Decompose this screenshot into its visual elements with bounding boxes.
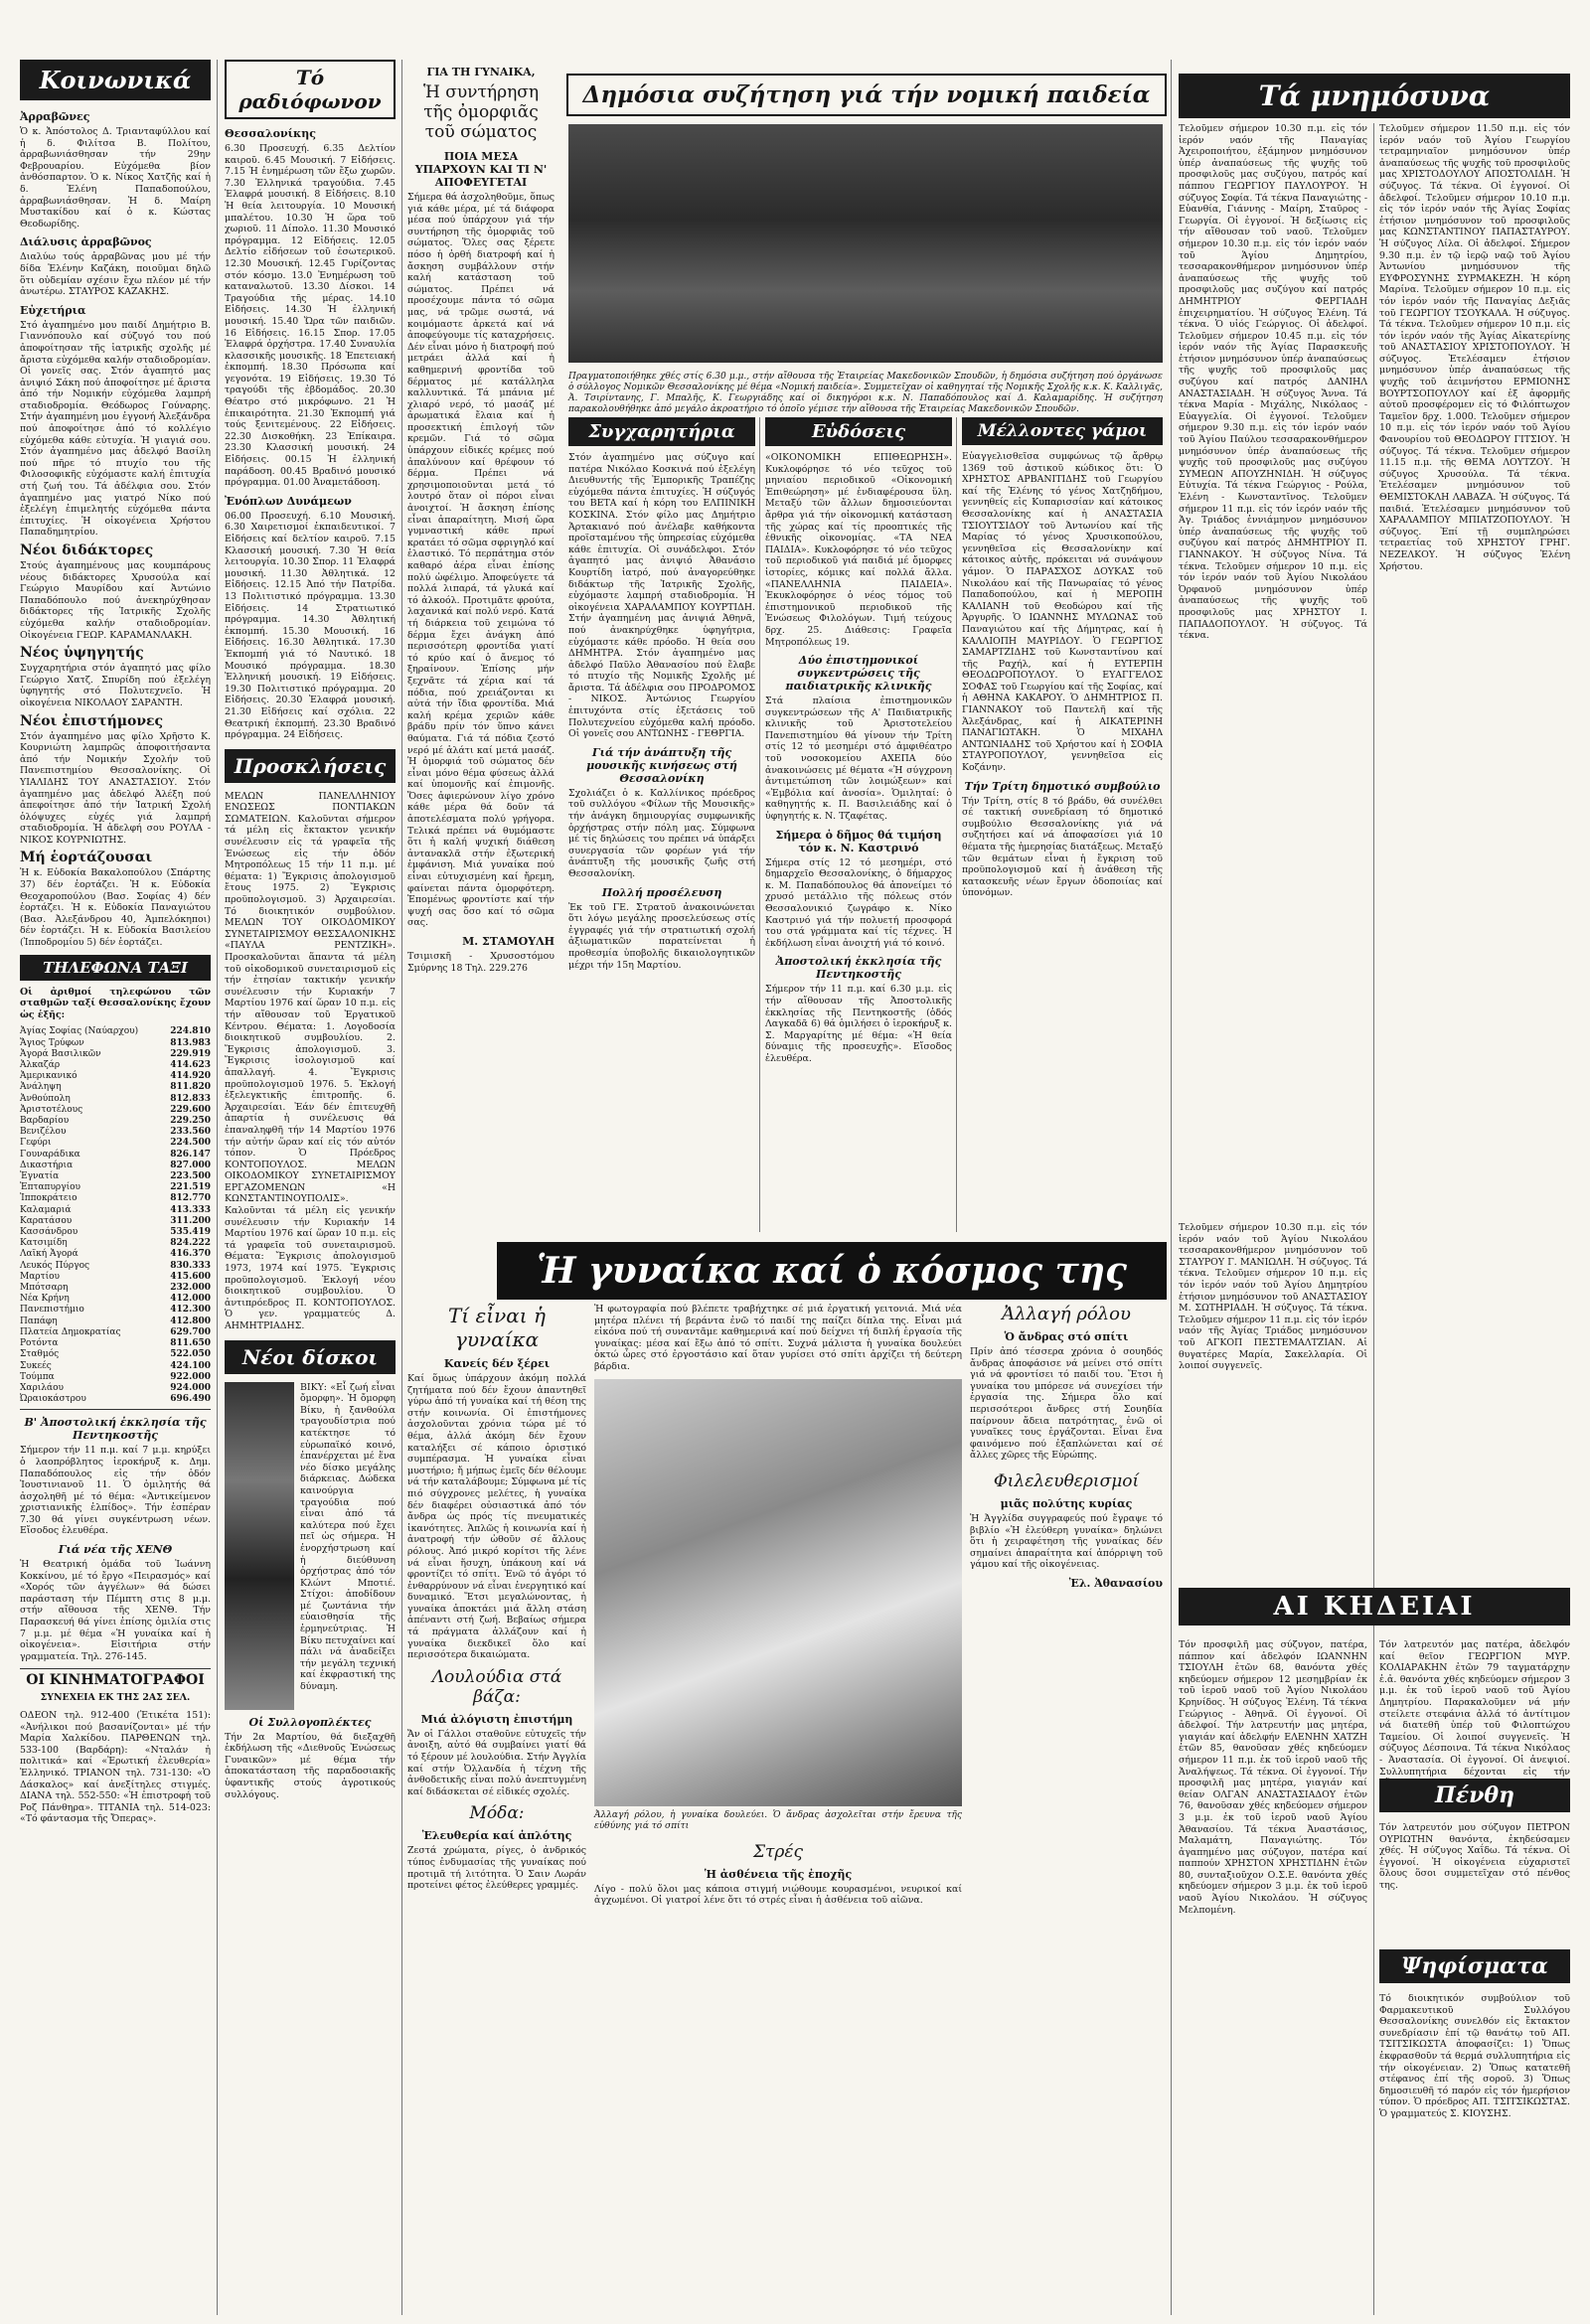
photo-woman-cleaning — [594, 1379, 962, 1806]
taxi-phone-number: 813.983 — [170, 1037, 211, 1048]
taxi-row — [20, 1317, 211, 1327]
taxi-phone-number: 311.200 — [170, 1215, 211, 1226]
taxi-phone-number: 924.000 — [170, 1382, 211, 1393]
text-beauty: Σήμερα θά ἀσχοληθοῦμε, ὅπως γιά κάθε μέρα, μέ τά διάφορα μέσα πού ὑπάρχουν γιά τήν συντήρηση τῆς ὀμορφιᾶς τοῦ σώματος. Ὅλες σας ξέρετε πόσο ἡ ὀρθή διατροφή καί ἡ ἄσκηση συμβάλλουν στήν καλή κατάσταση τοῦ σώματος. Πρέπει νά προσέχουμε πάντα τό σῶμα μας, νά τρῶμε σωστά, νά κοιμόμαστε ἀρκετά καί νά ἀποφεύγουμε τίς καταχρήσεις. Δέν εἶναι μόνο ἡ διατροφή πού μετράει ἀλλά καί ἡ καθημερινή φροντίδα τοῦ δέρματος μέ κατάλληλα καλλυντικά. Τά μπάνια μέ χλιαρό νερό, τό μασάζ μέ ἀρωματικά ἔλαια καί ἡ προσεκτική ἐπιλογή τῶν κρεμῶν. Γιά τό σῶμα ὑπάρχουν εἰδικές κρέμες πού ἀπαλύνουν καί θρέφουν τό δέρμα. Πρέπει νά χρησιμοποιοῦνται μετά τό λουτρό ὅταν οἱ πόροι εἶναι ἀνοιχτοί. Ἡ ἄσκηση ἐπίσης εἶναι ἀπαραίτητη. Μισή ὥρα γυμναστική κάθε πρωί κρατάει τό σῶμα σφριγηλό καί ἐλαστικό. Τό περπάτημα στόν καθαρό ἀέρα εἶναι ἐπίσης πολύ ὠφέλιμο. Ἀποφεύγετε τά πολλά λιπαρά, τά γλυκά καί τό ἀλκοόλ. Προτιμᾶτε φρούτα, λαχανικά καί πολύ νερό. Κατά τή διάρκεια τοῦ χειμώνα τό δέρμα ἔχει ἀνάγκη ἀπό περισσότερη φροντίδα γιατί τό κρύο καί ὁ ἄνεμος τό ξηραίνουν. Ἐπίσης μήν ξεχνᾶτε τά χέρια καί τά πόδια, πού χρειάζονται κι αὐτά τήν ἴδια φροντίδα. Μιά καλή κρέμα χεριῶν κάθε βράδυ πρίν τόν ὕπνο κάνει θαύματα. Γιά τά πόδια ζεστό νερό μέ ἁλάτι καί μετά μασάζ. Ἡ ὀμορφιά τοῦ σώματος δέν εἶναι μόνο θέμα φύσεως ἀλλά καί ὑπομονῆς καί ἐπιμονῆς. Ὅσες ἀφιερώνουν λίγο χρόνο κάθε μέρα θά δοῦν τά ἀποτελέσματα πολύ γρήγορα. Τελικά πρέπει νά θυμόμαστε ὅτι ἡ καλή ψυχική διάθεση ἀντανακλᾶ στήν ἐξωτερική ἐμφάνιση. Μιά γυναίκα πού εἶναι εὐτυχισμένη καί ἤρεμη, φαίνεται πάντα ὀμορφότερη. Ἑπομένως φροντίστε καί τήν ψυχή σας ὅσο καί τό σῶμα σας. — [407, 192, 555, 929]
taxi-row — [20, 1127, 211, 1138]
taxi-station-name: Κασσάνδρου — [20, 1227, 79, 1238]
taxi-row — [20, 1071, 211, 1082]
text-dialysis: Διαλύω τούς ἀρραβῶνας μου μέ τήν δίδα Ἑλένην Καζάκη, ποιοῦμαι δηλῶ ὅτι οὐδεμίαν σχέσιν ἔχω πλέον μέ τήν ἀνωτέρω. ΣΤΑΥΡΟΣ ΚΑΖΑΚΗΣ. — [20, 251, 211, 298]
text-ti-einai: Καί ὅμως ὑπάρχουν ἀκόμη πολλά ζητήματα πού δέν ἔχουν ἀπαντηθεῖ γύρω ἀπό τή γυναίκα καί τή θέση της στήν κοινωνία. Οἱ ἐπιστήμονες ἀσχολοῦνται χρόνια τώρα μέ τό θέμα, ἀλλά ἀκόμη δέν ἔχουν καταλήξει σέ κάποιο ὁριστικό συμπέρασμα. Ἡ γυναίκα εἶναι μυστήριο; ἤ μήπως ἐμεῖς δέν θέλουμε νά τήν καταλάβουμε; Σύμφωνα μέ τίς πιό σύγχρονες μελέτες, ἡ γυναίκα δέν διαφέρει οὐσιαστικά ἀπό τόν ἄνδρα ὡς πρός τίς πνευματικές ἱκανότητες. Ἁπλῶς ἡ κοινωνία καί ἡ ἀνατροφή τήν ὠθοῦν σέ ἄλλους ρόλους. Ἀπό μικρό κορίτσι τῆς λένε νά εἶναι ἥσυχη, ὑπάκουη καί νά φροντίζει τό σπίτι. Ἐνῶ τό ἀγόρι τό ἐνθαρρύνουν νά εἶναι ἐνεργητικό καί δυναμικό. Ἔτσι μεγαλώνοντας, ἡ γυναίκα ἀποκτάει μιά ἄλλη στάση ἀπέναντι στή ζωή. Βεβαίως σήμερα τά πράγματα ἀλλάζουν καί ἡ γυναίκα διεκδικεῖ ὅλο καί περισσότερα δικαιώματα. — [407, 1373, 587, 1661]
taxi-station-name: Ἀγίας Σοφίας (Ναύαρχου) — [20, 1026, 139, 1037]
taxi-phone-number: 812.770 — [170, 1193, 211, 1204]
section-banner-neoi-diskoi: Νέοι δίσκοι — [225, 1340, 396, 1374]
taxi-phone-number: 830.333 — [170, 1260, 211, 1271]
signature-athanasiou: Ἐλ. Ἀθανασίου — [1068, 1576, 1163, 1590]
section-banner-mnimosyna: Τά μνημόσυνα — [1179, 74, 1570, 118]
taxi-phone-list — [20, 1026, 211, 1405]
section-banner-tilefona: ΤΗΛΕΦΩΝΑ ΤΑΞΙ — [20, 955, 211, 981]
text-eortazousai: Ἡ κ. Εὐδοκία Βακαλοπούλου (Σπάρτης 37) δέν ἑορτάζει. Ἡ κ. Εὐδοκία Θεοχαροπούλου (Βασ. Σοφίας 4) δέν ἑορτάζει. Ἡ κ. Εὐδοκία Παναγιώτου (Βασ. Ἀλεξάνδρου 40, Ἀμπελόκηποι) δέν ἑορτάζει. Ἡ κ. Εὐδοκία Βασιλείου (Ἰπποδρομίου 5) δέν ἑορτάζει. — [20, 867, 211, 949]
taxi-station-name: Ἀριστοτέλους — [20, 1104, 83, 1115]
column-social — [20, 60, 211, 2315]
section-banner-kideies: ΑΙ ΚΗΔΕΙΑΙ — [1179, 1588, 1570, 1626]
taxi-row — [20, 1193, 211, 1204]
taxi-phone-number: 224.500 — [170, 1138, 211, 1149]
text-syllektes: Τήν 2α Μαρτίου, θά διεξαχθῆ ἐκδήλωση τῆς «Διεθνοῦς Ἐνώσεως Γυναικῶν» μέ θέμα τήν ἀποκατάσταση τῆς παραδοσιακῆς ὑφαντικῆς στούς ἀγροτικούς συλλόγους. — [225, 1731, 396, 1800]
subheading-louloudia: Μιά ἀλόγιστη ἐπιστήμη — [420, 1712, 573, 1726]
section-banner-radiofono: Τό ραδιόφωνον — [225, 60, 396, 119]
taxi-station-name: Παπάφη — [20, 1316, 58, 1326]
headline-dimosia-syzitisi: Δημόσια συζήτηση γιά τήν νομική παιδεία — [566, 74, 1167, 116]
taxi-phone-number: 414.920 — [170, 1071, 211, 1082]
taxi-row — [20, 1205, 211, 1216]
taxi-row — [20, 1060, 211, 1071]
heading-allagi: Ἀλλαγή ρόλου — [1002, 1304, 1131, 1324]
text-eidiseis: «ΟΙΚΟΝΟΜΙΚΗ ΕΠΙΘΕΩΡΗΣΗ». Κυκλοφόρησε τό νέο τεῦχος τοῦ μηνιαίου περιοδικοῦ «Οἰκονομική Ἐπιθεώρηση» μέ ἐνδιαφέρουσα ὕλη. Μεταξύ τῶν ἄλλων δημοσιεύονται ἄρθρα γιά τήν οἰκονομική κατάσταση τῆς χώρας καί τίς προοπτικές τῆς ἐθνικῆς οἰκονομίας. «ΤΑ ΝΕΑ ΠΑΙΔΙΑ». Κυκλοφόρησε τό νέο τεῦχος τοῦ περιοδικοῦ γιά παιδιά μέ ὄμορφες ἱστορίες, κόμικς καί πολλά ἄλλα. «ΠΑΝΕΛΛΗΝΙΑ ΠΑΙΔΕΙΑ». Ἐκυκλοφόρησε ὁ νέος τόμος τοῦ ἐπιστημονικοῦ περιοδικοῦ τῆς Ἑνώσεως Φιλολόγων. Τιμή τεύχους δρχ. 25. Διάθεσις: Γραφεῖα Μητροπόλεως 19. — [765, 452, 952, 648]
column-women-photo — [594, 1304, 962, 2315]
taxi-row — [20, 1171, 211, 1182]
section-banner-proklisis: Προσκλήσεις — [225, 749, 396, 783]
record-photo — [225, 1382, 294, 1710]
taxi-row — [20, 1238, 211, 1249]
heading-xen: Γιά νέα τῆς ΧΕΝΘ — [58, 1543, 173, 1557]
taxi-row — [20, 1327, 211, 1338]
taxi-station-name: Ἀγορά Βασιλικῶν — [20, 1048, 101, 1059]
heading-triti: Τήν Τρίτη δημοτικό συμβούλιο — [964, 779, 1161, 793]
taxi-row — [20, 1082, 211, 1093]
heading-moda: Μόδα: — [469, 1803, 525, 1824]
taxi-station-name: Βενιζέλου — [20, 1127, 67, 1138]
heading-arrabones: Ἀρραβῶνες — [20, 110, 90, 123]
section-banner-penthi: Πένθη — [1379, 1779, 1570, 1812]
heading-neoi-epistimones: Νέοι ἐπιστήμονες — [20, 712, 164, 729]
text-mousiki: Σχολιάζει ὁ κ. Καλλίνικος πρόεδρος τοῦ συλλόγου «Φίλων τῆς Μουσικῆς» τήν ἀνάγκη δημιουργίας συμφωνικῆς ὀρχήστρας στήν πόλη μας. Σύμφωνα μέ τίς δηλώσεις του πρέπει νά ὑπάρξει συνεργασία τῶν φορέων γιά τήν ἀνάπτυξη τῆς μουσικῆς ζωῆς στή Θεσσαλονίκη. — [568, 787, 755, 879]
taxi-row — [20, 1026, 211, 1037]
taxi-station-name: Γεφύρι — [20, 1138, 52, 1149]
taxi-row — [20, 1394, 211, 1405]
taxi-station-name: Κατσιμίδη — [20, 1238, 68, 1249]
taxi-phone-number: 827.000 — [170, 1160, 211, 1170]
heading-mousiki: Γιά τήν ἀνάπτυξη τῆς μουσικῆς κινήσεως στή Θεσσαλονίκη — [586, 745, 737, 785]
column-kideies-b — [1379, 1639, 1570, 1778]
subheading-stres: Ἡ ἀσθένεια τῆς ἐποχῆς — [704, 1867, 853, 1881]
taxi-station-name: Καρατάσου — [20, 1215, 73, 1226]
text-eyxetiria: Στό ἀγαπημένο μου παιδί Δημήτριο Β. Γιαννόπουλο καί σύζυγό του πού ἀποφοίτησαν τῆς ἰατρικῆς σχολῆς μέ ἄριστα εὐχόμεθα καλήν σταδιοδρομίαν. Οἱ γονεῖς σας. Στόν ἀγαπητό μας ἀνιψιό Σάκη πού ἀποφοίτησε μέ ἄριστα ἀπό τήν Νομικήν εὐχόμεθα λαμπρή σταδιοδρομία. Θεόδωρος Γούναρης. Στήν ἀγαπημένη μου ἐγγονή Ἀλεξάνδρα πού ἀποφοίτησε ἀπό τό κολλέγιο εὐχόμεθα κάθε εὐτυχία. Ἡ γιαγιά σου. Στόν ἀγαπημένο μας ἀδελφό Βασίλη πού πῆρε τό πτυχίο του τῆς Φιλοσοφικῆς εὐχόμαστε καλή ἐπιτυχία στή ζωή του. Τά ἀδέλφια σου. Στόν ἀγαπημένο μας γιατρό Νίκο πού ἐξελέγη ἐπιμελητής εὐχόμεθα πάντα ἐπιτυχίες. Ἡ οἰκογένεια Χρήστου Παπαδημητρίου. — [20, 319, 211, 539]
taxi-station-name: Λαϊκή Ἀγορά — [20, 1249, 79, 1260]
text-stres: Λίγο - πολύ ὅλοι μας κάποια στιγμή νιώθουμε κουρασμένοι, νευρικοί καί ἀγχωμένοι. Οἱ γιατροί λένε ὅτι τό στρές εἶναι ἡ ἀσθένεια τοῦ αἰῶνα. — [594, 1883, 962, 1907]
subheading-filel: μιᾶς πολύτης κυρίας — [1000, 1496, 1133, 1510]
text-neoi-epistimones: Στόν ἀγαπημένο μας φίλο Χρῆστο Κ. Κουρνιώτη λαμπρῶς ἀποφοιτήσαντα ἀπό τήν Νομικήν Σχολήν τοῦ Πανεπιστημίου Θεσσαλονίκης. Οἱ ΥΙΑΛΙΔΗΣ ΤΟΥ ΑΝΑΣΤΑΣΙΟΥ. Στόν ἀγαπημένο μας ἀδελφό Ἀλέξη πού ἀπεφοίτησε ἀπό τήν Ἰατρική Σχολή ὁλόψυχες εὐχές γιά λαμπρή σταδιοδρομία. Ἡ ἀδελφή σου ΡΟΥΛΑ - ΝΙΚΟΣ ΚΟΥΡΝΙΩΤΗΣ. — [20, 730, 211, 846]
taxi-row — [20, 1249, 211, 1260]
heading-louloudia: Λουλούδια στά βάζα: — [431, 1666, 562, 1707]
heading-poia-mesa: ΠΟΙΑ ΜΕΣΑ ΥΠΑΡΧΟΥΝ ΚΑΙ ΤΙ Ν' ΑΠΟΦΕΥΓΕΤΑΙ — [414, 150, 548, 189]
column-mellontes — [962, 417, 1163, 1232]
column-mnimosyna-c — [1179, 1222, 1367, 1580]
text-radio-thessaloniki: 6.30 Προσευχή. 6.35 Δελτίον καιροῦ. 6.45 Μουσική. 7 Εἰδήσεις. 7.15 Ἡ ἐνημέρωση τῶν ἔξω χωρῶν. 7.30 Ἑλληνικά τραγούδια. 7.45 Ἐλαφρά μουσική. 8 Εἰδήσεις. 8.10 Ἡ θεία λειτουργία. 10 Μουσική μπαλέτου. 10.30 Ἡ ὥρα τοῦ χωριοῦ. 11 Δίπολο. 11.30 Μουσικό πρόγραμμα. 12 Εἰδήσεις. 12.05 Δελτίο εἰδήσεων τοῦ ἐσωτερικοῦ. 12.30 Μουσική. 12.45 Γυρίζοντας στόν κόσμο. 13.0 Ἐνημέρωση τοῦ καταναλωτοῦ. 13.30 Δίσκοι. 14 Τραγούδια τῆς μέρας. 14.10 Εἰδήσεις. 14.30 Ἡ ἑλληνική μουσική. 15.40 Ὥρα τῶν παιδιῶν. 16 Εἰδήσεις. 16.15 Σπορ. 17.05 Ἐλαφρά ὀρχήστρα. 17.40 Συναυλία κλασσικῆς μουσικῆς. 18 Ἐπετειακή ἐκπομπή. 18.30 Πρόσωπα καί γεγονότα. 19 Εἰδήσεις. 19.30 Τό τραγούδι τῆς ἐβδομάδος. 20.30 Θέατρο στό μικρόφωνο. 21 Ἡ ἐπικαιρότητα. 21.30 Ἐκπομπή γιά τούς ξενιτεμένους. 22 Εἰδήσεις. 22.30 Δισκοθήκη. 23 Ἐπίκαιρα. 23.30 Κλασσική μουσική. 24 Εἰδήσεις. 00.15 Ἡ ἑλληνική παράδοση. 00.45 Βραδινό μουσικό πρόγραμμα. 01.00 Ἀναμετάδοση. — [225, 143, 396, 489]
taxi-phone-number: 229.250 — [170, 1116, 211, 1127]
taxi-phone-number: 414.623 — [170, 1060, 211, 1071]
kicker-gia-ti-gynaika: ΓΙΑ ΤΗ ΓΥΝΑΙΚΑ, — [426, 66, 536, 78]
text-radio-enoplon: 06.00 Προσευχή. 6.10 Μουσική. 6.30 Χαιρετισμοί ἐκπαιδευτικοί. 7 Εἰδήσεις καί δελτίον καιροῦ. 7.15 Κλασσική μουσική. 7.30 Ἡ θεία λειτουργία. 10.30 Σπορ. 11 Ἐλαφρά μουσική. 11.30 Ἀθλητικά. 12 Εἰδήσεις. 12.15 Ἀπό τήν Πατρίδα. 13 Πολιτιστικό πρόγραμμα. 13.30 Εἰδήσεις. 14 Στρατιωτικό πρόγραμμα. 14.30 Ἀθλητική ἐκπομπή. 15.30 Μουσική. 16 Εἰδήσεις. 16.30 Ἀθλητικά. 17.30 Ἐκπομπή γιά τό Ναυτικό. 18 Μουσικό πρόγραμμα. 18.30 Ἐλληνική μουσική. 19 Εἰδήσεις. 19.30 Πολιτιστικό πρόγραμμα. 20 Εἰδήσεις. 20.30 Ἐλαφρά μουσική. 21.30 Εἰδήσεις καί σχόλια. 22 Θεατρική ἐκπομπή. 23.30 Βραδινό πρόγραμμα. 24 Εἰδήσεις. — [225, 510, 396, 741]
taxi-phone-number: 233.560 — [170, 1127, 211, 1138]
taxi-phone-number: 629.700 — [170, 1326, 211, 1337]
taxi-phone-number: 922.000 — [170, 1371, 211, 1382]
taxi-row — [20, 1272, 211, 1283]
heading-apostoliki: Ἀποστολική ἐκκλησία τῆς Πεντηκοστῆς — [775, 955, 942, 982]
taxi-station-name: Ἐγνατία — [20, 1171, 60, 1182]
taxi-station-name: Μπότσαρη — [20, 1283, 69, 1294]
taxi-station-name: Ἀμερικανικό — [20, 1071, 78, 1082]
taxi-row — [20, 1372, 211, 1383]
taxi-station-name: Μαρτίου — [20, 1271, 60, 1282]
taxi-station-name: Ἀνάληψη — [20, 1082, 62, 1093]
heading-ti-einai: Τί εἶναι ἡ γυναίκα — [448, 1304, 546, 1351]
taxi-phone-number: 229.919 — [170, 1048, 211, 1059]
taxi-phone-number: 522.050 — [170, 1349, 211, 1360]
heading-syllektes: Οἱ Συλλογοπλέκτες — [248, 1715, 372, 1729]
text-sygxaritiria: Στόν ἀγαπημένο μας σύζυγο καί πατέρα Νικόλαο Κοσκινά πού ἐξελέγη Διευθυντής τῆς Ἐμπορικῆς Τραπέζης εὐχόμεθα πάντα ἐπιτυχίες. Ἡ σύζυγός του ΒΕΤΑ καί ἡ κόρη του ΕΛΠΙΝΙΚΗ ΚΟΣΚΙΝΑ. Στόν φίλο μας Δημήτριο Ἀρτακιανό πού ἀνέλαβε καθήκοντα προϊσταμένου τῆς ὑπηρεσίας εὐχόμεθα κάθε ἐπιτυχία. Οἱ συνάδελφοι. Στόν ἀγαπητό μας ἀνιψιό Ἀθανάσιο Κουρτίδη ἰατρό, πού ἀναγορεύθηκε διδάκτωρ τῆς Ἰατρικῆς Σχολῆς, εὐχόμαστε λαμπρή σταδιοδρομία. Ἡ οἰκογένεια ΧΑΡΑΛΑΜΠΟΥ ΚΟΥΡΤΙΔΗ. Στήν ἀγαπημένη μας ἀνιψιά Ἀθηνᾶ, πού ἀνακηρύχθηκε ὑφηγήτρια, εὐχόμαστε κάθε πρόοδο. Ἡ θεία σου ΔΗΜΗΤΡΑ. Στόν ἀγαπημένο μας ἀδελφό Παῦλο Ἀθανασίου πού ἔλαβε τό πτυχίο τῆς Νομικῆς Σχολῆς μέ ἄριστα. Τά ἀδέλφια σου ΠΡΟΔΡΟΜΟΣ - ΝΙΚΟΣ. Ἀντώνιος Γεωργίου ἐπιτυχόντα στίς ἐξετάσεις τοῦ Πολυτεχνείου εὐχόμεθα καλή πρόοδο. Οἱ γονεῖς σου ΑΝΤΩΝΗΣ - ΓΕΘΡΓΙΑ. — [568, 452, 755, 740]
heading-thessaloniki: Θεσσαλονίκης — [225, 127, 316, 140]
text-kino: ΟΔΕΟΝ τηλ. 912-400 (Ἐτικέτα 151): «Ἀνήλικοι πού βασανίζονται» μέ τήν Μαρία Χαλκίδου. ΠΑΡΘΕΝΩΝ τηλ. 533-100 (Βαρδάρη): «Νταλάν ἡ πολιτικά» καί «Ἐρωτική ἐλευθερία» Ἑλληνικό. ΤΡΙΑΝΟΝ τηλ. 731-130: «Ὁ Δάσκαλος» καί ἀνεξίτηλες στιγμές. ΔΙΑΝΑ τηλ. 552-550: «Ἡ ἐπιστροφή τοῦ Ροζ Πάνθηρα». ΤΙΤΑΝΙΑ τηλ. 514-023: «Τό φάντασμα τῆς Ὄπερας». — [20, 1710, 211, 1825]
taxi-phone-number: 424.100 — [170, 1360, 211, 1371]
taxi-station-name: Πλατεία Δημοκρατίας — [20, 1326, 121, 1337]
text-women-mid: Ἡ φωτογραφία πού βλέπετε τραβήχτηκε σέ μιά ἐργατική γειτονιά. Μιά νέα μητέρα πλένει τή βεράντα ἐνῶ τό παιδί της παίζει δίπλα της. Εἶναι μιά εἰκόνα πού τή συναντᾶμε καθημερινά καί πού δείχνει τή διπλή ἐργασία τῆς γυναίκας: μέσα καί ἔξω ἀπό τό σπίτι. Συχνά μάλιστα ἡ γυναίκα δουλεύει ὀκτώ ὧρες στό ἐργοστάσιο καί ὅταν γυρίσει στό σπίτι ἀρχίζει τή δεύτερη βάρδια. — [594, 1304, 962, 1372]
text-kideies-b: Τόν λατρευτόν μας πατέρα, ἀδελφόν καί θεῖον ΓΕΩΡΓΙΟΝ ΜΥΡ. ΚΟΛΙΑΡΑΚΗΝ ἐτῶν 79 ταγματάρχην ἐ.ἀ. θανόντα χθές κηδεύομεν σήμερον 3 μ.μ. ἐκ τοῦ ἱεροῦ ναοῦ τοῦ Ἁγίου Δημητρίου. Παρακαλοῦμεν νά μήν στείλετε στεφάνια ἀλλά τό ἀντίτιμον νά διατεθῆ ὑπέρ τοῦ Φιλοπτώχου Ταμείου. Οἱ λοιποί συγγενεῖς. Ἡ σύζυγος Δέσποινα. Τά τέκνα Νικόλαος - Ἀναστασία. Οἱ ἐγγονοί. Οἱ ἀνεψιοί. Συλλυπητήρια δέχονται εἰς τήν — [1379, 1639, 1570, 1778]
taxi-row — [20, 1138, 211, 1149]
text-mnimosyna-c: Τελοῦμεν σήμερον 10.30 π.μ. εἰς τόν ἱερόν ναόν τοῦ Ἁγίου Νικολάου τεσσαρακονθήμερον μνημόσυνον τοῦ ΣΤΑΥΡΟΥ Γ. ΜΑΝΙΩΛΗ. Ἡ σύζυγος. Τά τέκνα. Τελοῦμεν σήμερον 10 π.μ. εἰς τόν ἱερόν ναόν τοῦ Ἁγίου Δημητρίου ἐτήσιον μνημόσυνον τοῦ ΑΝΑΣΤΑΣΙΟΥ Μ. ΣΩΤΗΡΙΑΔΗ. Ἡ σύζυγος. Τά τέκνα. Τελοῦμεν σήμερον 11 π.μ. εἰς τόν ἱερόν ναόν τῆς Ἁγίας Τριάδος μνημόσυνον τοῦ ΑΓΚΟΠ ΠΕΣΤΕΜΑΛΤΖΙΑΝ. Αἱ θυγατέρες Μαρία, Σακελλαρία. Οἱ λοιποί συγγενεῖς. — [1179, 1222, 1367, 1372]
taxi-row — [20, 1216, 211, 1227]
taxi-station-name: Βαρδαρίου — [20, 1116, 70, 1127]
taxi-phone-number: 696.490 — [170, 1394, 211, 1405]
taxi-phone-number: 826.147 — [170, 1149, 211, 1160]
signature-stamouli: Μ. ΣΤΑΜΟΥΛΗ — [462, 935, 555, 948]
text-neoi-didaktores: Στούς ἀγαπημένους μας κουμπάρους νέους διδάκτορες Χρυσούλα καί Γεώργιο Μαυρίδου καί Ἀντώνιο Παπαδόπουλο πού ἀνεκηρύχθησαν διδάκτορες τῆς Ἰατρικῆς Σχολῆς εὐχόμεθα καλήν σταδιοδρομίαν. Οἰκογένεια ΓΕΩΡ. ΚΑΡΑΜΑΝΛΑΚΗ. — [20, 560, 211, 641]
taxi-row — [20, 1383, 211, 1394]
taxi-station-name: Γουναράδικα — [20, 1149, 80, 1160]
taxi-station-name: Λευκός Πύργος — [20, 1260, 90, 1271]
column-sygxaritiria — [568, 417, 755, 1232]
section-banner-psifismata: Ψηφίσματα — [1379, 1949, 1570, 1983]
text-polypros: Ἐκ τοῦ ΓΕ. Στρατοῦ ἀνακοινώνεται ὅτι λόγω μεγάλης προσελεύσεως στίς ἐγγραφές γιά τήν στρατιωτική σχολή ἀξιωματικῶν παρατείνεται ἡ προθεσμία ὑποβολῆς δικαιολογητικῶν μέχρι τήν 15η Μαρτίου. — [568, 901, 755, 971]
taxi-phone-number: 535.419 — [170, 1227, 211, 1238]
taxi-row — [20, 1349, 211, 1360]
taxi-station-name: Χαριλάου — [20, 1382, 64, 1393]
taxi-phone-number: 811.650 — [170, 1338, 211, 1349]
taxi-phone-number: 812.833 — [170, 1093, 211, 1104]
text-proklisis: ΜΕΛΩΝ ΠΑΝΕΛΛΗΝΙΟΥ ΕΝΩΣΕΩΣ ΠΟΝΤΙΑΚΩΝ ΣΩΜΑΤΕΙΩΝ. Καλοῦνται σήμερον τά μέλη εἰς ἔκτακτον γενικήν συνέλευσιν εἰς τά γραφεῖα τῆς Ἐνώσεως εἰς τήν ὁδόν Μητροπόλεως 15 τήν 11 π.μ. μέ θέματα: 1) Ἔγκρισις ἀπολογισμοῦ ἔτους 1975. 2) Ἔγκρισις προϋπολογισμοῦ. 3) Ἀρχαιρεσίαι. Τό διοικητικόν συμβούλιον. ΜΕΛΩΝ ΤΟΥ ΟΙΚΟΔΟΜΙΚΟΥ ΣΥΝΕΤΑΙΡΙΣΜΟΥ ΘΕΣΣΑΛΟΝΙΚΗΣ «ΠΑΥΛΑ ΡΕΝΤΖΙΚΗ». Προσκαλοῦνται ἅπαντα τά μέλη τοῦ οἰκοδομικοῦ συνεταιρισμοῦ εἰς τήν ἐτησίαν τακτικήν γενικήν συνέλευσιν τήν Κυριακήν 7 Μαρτίου 1976 καί ὥραν 10 π.μ. εἰς τήν αἴθουσαν τοῦ Ἐργατικοῦ Κέντρου. Θέματα: 1. Λογοδοσία διοικητικοῦ συμβουλίου. 2. Ἔγκρισις ἀπολογισμοῦ. 3. Ἔγκρισις ἰσολογισμοῦ καί ἀπαλλαγή. 4. Ἔγκρισις προϋπολογισμοῦ 1976. 5. Ἐκλογή ἐξελεγκτικῆς ἐπιτροπῆς. 6. Ἀρχαιρεσίαι. Ἐάν δέν ἐπιτευχθῆ ἀπαρτία ἡ συνέλευσις θά ἐπαναληφθῆ τήν 14 Μαρτίου 1976 τήν αὐτήν ὥραν καί εἰς τόν αὐτόν τόπον. Ὁ Πρόεδρος ΚΟΝΤΟΠΟΥΛΟΣ. ΜΕΛΩΝ ΟΙΚΟΔΟΜΙΚΟΥ ΣΥΝΕΤΑΙΡΙΣΜΟΥ ΕΡΓΑΖΟΜΕΝΩΝ «Η ΚΩΝΣΤΑΝΤΙΝΟΥΠΟΛΙΣ». Καλοῦνται τά μέλη εἰς γενικήν συνέλευσιν τήν Κυριακήν 14 Μαρτίου 1976 καί ὥραν 10 π.μ. εἰς τά γραφεῖα τοῦ συνεταιρισμοῦ. Θέματα: Ἔγκρισις ἀπολογισμοῦ 1973, 1974 καί 1975. Ἔγκρισις προϋπολογισμοῦ. Ἐκλογή νέου διοικητικοῦ συμβουλίου. Ὁ ἀντιπρόεδρος Π. ΚΟΝΤΟΠΟΥΛΟΣ. Ὁ γεν. γραμματεύς Δ. ΑΗΜΗΤΡΙΑΔΗΣ. — [225, 790, 396, 1331]
heading-filel: Φιλελευθερισμοί — [993, 1471, 1140, 1491]
text-mnimosyna-a: Τελοῦμεν σήμερον 10.30 π.μ. εἰς τόν ἱερόν ναόν τῆς Παναγίας Ἀχειροποιήτου, ἐξάμηνον μνημόσυνον ὑπέρ ἀναπαύσεως τῆς ψυχῆς τοῦ προσφιλοῦς μας συζύγου, πατρός καί πάππου ΓΕΩΡΓΙΟΥ ΠΑΥΛΟΥΡΟΥ. Ἡ σύζυγος Σοφία. Τά τέκνα Παναγιώτης - Εὐανθία, Γιάννης - Μαίρη, Σταῦρος - Γεωργία. Οἱ ἐγγονοί. Ἡ δεξίωσις εἰς τήν αἴθουσαν τοῦ ναοῦ. Τελοῦμεν σήμερον 10.30 π.μ. εἰς τόν ἱερόν ναόν τοῦ Ἁγίου Δημητρίου, τεσσαρακονθήμερον μνημόσυνον ὑπέρ ἀναπαύσεως τῆς ψυχῆς τοῦ προσφιλοῦς μας συζύγου καί πατρός ΔΗΜΗΤΡΙΟΥ ΦΕΡΓΙΑΔΗ ἐπιχειρηματίου. Ἡ σύζυγος Ἑλένη. Τά τέκνα. Ὁ υἱός Γεώργιος. Οἱ ἀδελφοί. Τελοῦμεν σήμερον 10.45 π.μ. εἰς τόν ἱερόν ναόν τῆς Ἁγίας Παρασκευῆς ἐτήσιον μνημόσυνον ὑπέρ ἀναπαύσεως τῆς ψυχῆς τοῦ προσφιλοῦς μας συζύγου καί πατρός ΔΑΝΙΗΛ ΑΝΑΣΤΑΣΙΑΔΗ. Ἡ σύζυγος Ἄννα. Τά τέκνα Μαρία - Μιχάλης, Νικόλαος - Εὐαγγελία. Οἱ ἐγγονοί. Τελοῦμεν σήμερον 9.30 π.μ. εἰς τόν ἱερόν ναόν τοῦ Ἁγίου Παύλου τεσσαρακονθήμερον μνημόσυνον ὑπέρ ἀναπαύσεως τῆς ψυχῆς τοῦ προσφιλοῦς μας συζύγου ΣΥΜΕΩΝ ΑΠΟΥΖΗΝΙΔΗ. Ἡ σύζυγος Εὐτυχία. Τά τέκνα Γεώργιος - Ρούλα, Ἑλένη - Κωνσταντῖνος. Τελοῦμεν σήμερον 11 π.μ. εἰς τόν ἱερόν ναόν τῆς Ἀγ. Τριάδος ἐννιάμηνον μνημόσυνον ὑπέρ ἀναπαύσεως τῆς ψυχῆς τοῦ συζύγου καί πατρός ΔΗΜΗΤΡΙΟΥ Π. ΓΙΑΝΝΑΚΟΥ. Ἡ σύζυγος Νίνα. Τά τέκνα. Τελοῦμεν σήμερον 10 π.μ. εἰς τόν ἱερόν ναόν τοῦ Ἁγίου Νικολάου Ὀρφανοῦ μνημόσυνον ὑπέρ ἀναπαύσεως τῆς ψυχῆς τοῦ προσφιλοῦς μας ΧΡΗΣΤΟΥ Ι. ΠΑΠΑΔΟΠΟΥΛΟΥ. Ἡ σύζυγος. Τά τέκνα. — [1179, 123, 1367, 642]
taxi-phone-number: 221.519 — [170, 1182, 211, 1193]
heading-neoi-didaktores: Νέοι διδάκτορες — [20, 542, 154, 558]
taxi-row — [20, 1261, 211, 1272]
column-radio — [225, 60, 396, 2315]
text-moda: Ζεστά χρώματα, ρίγες, ὁ ἀνδρικός τύπος ἐνδυμασίας τῆς γυναίκας πού προτιμᾶ τή λιτότητα. Ὁ Σαιν Λωράν προτείνει φέτος ἐλεύθερες γραμμές. — [407, 1845, 586, 1892]
taxi-row — [20, 1049, 211, 1060]
taxi-row — [20, 1227, 211, 1238]
taxi-row — [20, 1283, 211, 1294]
taxi-station-name: Νέα Κρήνη — [20, 1294, 70, 1305]
column-eidiseis — [765, 417, 952, 1232]
taxi-phone-number: 413.333 — [170, 1204, 211, 1215]
heading-enoplon: Ἐνόπλων Δυνάμεων — [225, 494, 352, 508]
heading-ekklisia: Β' Ἀποστολική ἐκκλησία τῆς Πεντηκοστῆς — [24, 1416, 207, 1443]
text-beauty-address: Τσιμισκῆ - Χρυσοστόμου Σμύρνης 18 Τηλ. 229.276 — [407, 951, 555, 974]
taxi-station-name: Ἀνθούπολη — [20, 1093, 71, 1104]
heading-dialysis: Διάλυσις ἀρραβῶνος — [20, 235, 152, 249]
caption-woman-cleaning: Ἀλλαγή ρόλου, ἡ γυναίκα δουλεύει. Ὁ ἄνδρας ἀσχολεῖται στήν ἔρευνα τῆς εὐθύνης γιά τό σπίτι — [594, 1809, 962, 1831]
taxi-station-name: Ἑπταπυργίου — [20, 1182, 81, 1193]
column-mnimosyna-b — [1379, 123, 1570, 1614]
taxi-row — [20, 1182, 211, 1193]
section-banner-koinonika: Κοινωνικά — [20, 60, 211, 100]
taxi-row — [20, 1294, 211, 1305]
taxi-phone-number: 412.300 — [170, 1305, 211, 1316]
text-mellontes: Εὐαγγελισθεῖσα συμφώνως τῷ ἄρθρῳ 1369 τοῦ ἀστικοῦ κώδικος ὅτι: Ὁ ΧΡΗΣΤΟΣ ΑΡΒΑΝΙΤΙΔΗΣ τοῦ Γεωργίου καί τῆς Ἑλένης τό γένος Χατζηδήμου, γεννηθείς εἰς Κυπαρισσίαν καί κάτοικος Θεσσαλονίκης καί ἡ ΑΝΑΣΤΑΣΙΑ ΤΣΙΟΥΤΣΙΔΟΥ τοῦ Ἀντωνίου καί τῆς Μαρίας τό γένος Χρυσικοπούλου, γεννηθεῖσα εἰς Θεσσαλονίκην καί κάτοικος αὐτῆς, πρόκειται νά συνάψουν γάμον. Ὁ ΠΑΡΑΣΧΟΣ ΔΟΥΚΑΣ τοῦ Νικολάου καί τῆς Πανωραίας τό γένος Παπαδοπούλου, καί ἡ ΜΕΡΟΠΗ ΚΑΛΙΑΝΗ τοῦ Θεοδώρου καί τῆς Ἀργυρῆς. Ὁ ΙΩΑΝΝΗΣ ΜΥΛΩΝΑΣ τοῦ Παναγιώτου καί τῆς Δήμητρας, καί ἡ ΚΑΛΛΙΟΠΗ ΜΑΥΡΙΔΟΥ. Ὁ ΓΕΩΡΓΙΟΣ ΣΑΜΑΡΤΖΙΔΗΣ τοῦ Κωνσταντίνου καί τῆς Ραχήλ, καί ἡ ΕΥΤΕΡΠΗ ΘΕΟΔΩΡΟΠΟΥΛΟΥ. Ὁ ΕΥΑΓΓΕΛΟΣ ΣΟΦΑΣ τοῦ Γεωργίου καί τῆς Σοφίας, καί ἡ ΑΘΗΝΑ ΚΑΚΑΡΟΥ. Ὁ ΔΗΜΗΤΡΙΟΣ Π. ΓΙΑΝΝΑΚΟΥ τοῦ Παντελῆ καί τῆς Ἀλεξάνδρας, καί ἡ ΑΙΚΑΤΕΡΙΝΗ ΠΑΝΑΓΙΩΤΑΚΗ. Ὁ ΜΙΧΑΗΛ ΑΝΤΩΝΙΑΔΗΣ τοῦ Χρήστου καί ἡ ΣΟΦΙΑ ΣΤΑΥΡΟΠΟΥΛΟΥ, γεννηθεῖσα εἰς Κοζάνην. — [962, 451, 1163, 774]
section-banner-mellontes: Μέλλοντες γάμοι — [962, 417, 1163, 445]
text-arrabones: Ὁ κ. Ἀπόστολος Δ. Τριανταφύλλου καί ἡ δ. Φιλίτσα Β. Πολίτου, ἀρραβωνιάσθησαν τήν 29ην Φεβρουαρίου. Εὐχόμεθα βίον ἀνθόσπαρτον. Ὁ κ. Νίκος Χατζῆς καί ἡ δ. Ἑλένη Παπαδοπούλου, ἀρραβωνιάσθησαν. Ἡ δ. Μαίρη Μυστακίδου καί ὁ κ. Κώστας Θεοδωρίδης. — [20, 126, 211, 230]
text-psifismata: Τό διοικητικόν συμβούλιον τοῦ Φαρμακευτικοῦ Συλλόγου Θεσσαλονίκης συνελθόν εἰς ἔκτακτον συνεδρίασιν ἐπί τῷ θανάτῳ τοῦ ΑΠ. ΤΣΙΤΣΙΚΩΣΤΑ ἀποφασίζει: 1) Ὅπως ἐκφρασθοῦν τά θερμά συλλυπητήρια εἰς τήν οἰκογένειαν. 2) Ὅπως κατατεθῆ στέφανος ἐπί τῆς σοροῦ. 3) Ὅπως δημοσιευθῆ τό παρόν εἰς τόν ἡμερήσιον τύπον. Ὁ πρόεδρος ΑΠ. ΤΣΙΤΣΙΚΩΣΤΑΣ. Ὁ γραμματεύς Σ. ΚΙΟΥΣΗΣ. — [1379, 1993, 1570, 2119]
taxi-row — [20, 1105, 211, 1116]
taxi-phone-number: 224.810 — [170, 1026, 211, 1037]
text-penthi: Τόν λατρευτόν μου σύζυγον ΠΕΤΡΟΝ ΟΥΡΙΩΤΗΝ θανόντα, ἐκηδεύσαμεν χθές. Ἡ σύζυγος Χαΐδω. Τά τέκνα. Οἱ ἐγγονοί. Ἡ οἰκογένεια εὐχαριστεῖ ὅλους ὅσοι συμμετεῖχαν στό πένθος της. — [1379, 1822, 1570, 1891]
heading-synedrio: Δύο ἐπιστημονικοί συγκεντρώσεις τῆς παιδιατρικῆς κλινικῆς — [785, 654, 932, 694]
text-mnimosyna-b: Τελοῦμεν σήμερον 11.50 π.μ. εἰς τόν ἱερόν ναόν τοῦ Ἁγίου Γεωργίου τετραμηνιαῖον μνημόσυνον ὑπέρ ἀναπαύσεως τῆς ψυχῆς τοῦ προσφιλοῦς μας ΧΡΙΣΤΟΔΟΥΛΟΥ ΑΠΟΣΤΟΛΙΔΗ. Ἡ σύζυγος. Τά τέκνα. Οἱ ἐγγονοί. Οἱ ἀδελφοί. Τελοῦμεν σήμερον 10.10 π.μ. εἰς τόν ἱερόν ναόν τῆς Ἁγίας Σοφίας ἐτήσιον μνημόσυνον τοῦ προσφιλοῦς μας ΚΩΝΣΤΑΝΤΙΝΟΥ ΠΑΠΑΣΤΑΥΡΟΥ. Ἡ σύζυγος Λίλα. Οἱ ἀδελφοί. Σήμερον 9.30 π.μ. ἐν τῷ ἱερῷ ναῷ τοῦ Ἁγίου Ἀντωνίου μνημόσυνον τῆς ΕΥΦΡΟΣΥΝΗΣ ΣΥΡΜΑΚΕΖΗ. Ἡ κόρη Μαρίνα. Τελοῦμεν σήμερον 10 π.μ. εἰς τόν ἱερόν ναόν τῆς Παναγίας Δεξιᾶς τοῦ ΓΕΩΡΓΙΟΥ ΤΣΟΥΚΑΛΑ. Ἡ σύζυγος. Τά τέκνα. Τελοῦμεν σήμερον 10 π.μ. εἰς τόν ἱερόν ναόν τῆς Ἁγίας Αἰκατερίνης τοῦ ΑΝΑΣΤΑΣΙΟΥ ΧΡΙΣΤΟΠΟΥΛΟΥ. Ἡ σύζυγος. Ἐτελέσαμεν ἐτήσιον μνημόσυνον ὑπέρ ἀναπαύσεως τῆς ψυχῆς τοῦ ἀειμνήστου ΕΡΜΙΟΝΗΣ ΒΟΥΡΤΣΟΠΟΥΛΟΥ καί ἐξ ἀφορμῆς αὐτοῦ προσφέρομεν εἰς τό Φιλόπτωχον Ταμεῖον δρχ. 1.000. Τελοῦμεν σήμερον 10 π.μ. εἰς τόν ἱερόν ναόν τοῦ Ἁγίου Φανουρίου τοῦ ΘΕΟΔΩΡΟΥ ΓΙΤΣΙΟΥ. Ἡ σύζυγος. Τά τέκνα. Τελοῦμεν σήμερον 11.15 π.μ. τῆς ΘΕΜΑ ΛΟΥΤΖΟΥ. Ἡ σύζυγος Χρυσούλα. Τά τέκνα. Ἐτελέσαμεν μνημόσυνον τοῦ ΘΕΜΙΣΤΟΚΛΗ ΛΑΒΑΖΑ. Ἡ σύζυγος. Τά παιδιά. Ἐτελέσαμεν μνημόσυνον τοῦ ΧΑΡΑΛΑΜΠΟΥ ΜΠΙΑΤΖΟΠΟΥΛΟΥ. Ἡ σύζυγος. Ἐπί τῇ συμπληρώσει τετραετίας τοῦ ΧΡΗΣΤΟΥ ΓΡΗΓ. ΝΕΖΕΛΚΟΥ. Ἡ σύζυγος Ἑλένη Χρήστου. — [1379, 123, 1570, 572]
text-kideies-a: Τόν προσφιλῆ μας σύζυγον, πατέρα, πάππον καί ἀδελφόν ΙΩΑΝΝΗΝ ΤΣΙΟΥΛΗ ἐτῶν 68, θανόντα χθές κηδεύομεν σήμερον 12 μεσημβρίαν ἐκ τοῦ ἱεροῦ ναοῦ τοῦ Ἁγίου Νικολάου Κρηνίδος. Ἡ σύζυγος Ἐλένη. Τά τέκνα Γεώργιος - Ἀθηνᾶ. Οἱ ἐγγονοί. Οἱ ἀδελφοί. Τήν λατρευτήν μας μητέρα, γιαγιάν καί ἀδελφήν ΕΛΕΝΗΝ ΧΑΤΖΗ ἐτῶν 85, θανοῦσαν χθές κηδεύομεν σήμερον 11 π.μ. ἐκ τοῦ ἱεροῦ ναοῦ τῆς Ἀναλήψεως. Τά τέκνα. Οἱ ἐγγονοί. Τήν προσφιλῆ μας μητέρα, γιαγιάν καί θείαν ΟΛΓΑΝ ΑΝΑΣΤΑΣΙΑΔΟΥ ἐτῶν 76, θανοῦσαν χθές κηδεύομεν σήμερον 3 μ.μ. ἐκ τοῦ ἱεροῦ ναοῦ Ἁγίου Ἀθανασίου. Τά τέκνα Ἀναστάσιος, Μαλαμάτη, Παναγιώτης. Τόν ἀγαπημένο μας σύζυγον, πατέρα καί παππούν ΧΡΗΣΤΟΝ ΧΡΗΣΤΙΔΗΝ ἐτῶν 80, συνταξιοῦχον Ο.Σ.Ε. θανόντα χθές κηδεύομεν σήμερον 3 μ.μ. ἐκ τοῦ ἱεροῦ ναοῦ Ἁγίου Νικολάου. Ἡ σύζυγος Μελπομένη. — [1179, 1639, 1367, 1916]
text-triti: Τήν Τρίτη, στίς 8 τό βράδυ, θά συνέλθει σέ τακτική συνεδρίαση τό δημοτικό συμβούλιο Θεσσαλονίκης γιά νά συζητήσει καί νά ἀποφασίσει γιά 10 θέματα τῆς ἡμερησίας διατάξεως. Μεταξύ τῶν θεμάτων εἶναι ἡ ἔγκριση τοῦ προϋπολογισμοῦ καί ἡ ἀνάθεση τῆς κατασκευῆς νέων ἔργων ὀδοποιίας καί ὑπονόμων. — [962, 795, 1163, 899]
heading-eortazousai: Μή ἑορτάζουσαι — [20, 850, 153, 866]
taxi-station-name: Ἰπποκράτειο — [20, 1193, 78, 1204]
taxi-station-name: Καλαμαριά — [20, 1204, 72, 1215]
subheading-moda: Ἐλευθερία καί ἁπλότης — [421, 1829, 572, 1843]
text-neos-ypsigetis: Συγχαρητήρια στόν ἀγαπητό μας φίλο Γεώργιο Χατζ. Σπυρίδη πού ἐξελέγη ὑφηγητής στό Πολυτεχνεῖο. Ἡ οἰκογένεια ΝΙΚΟΛΑΟΥ ΣΑΡΑΝΤΗ. — [20, 663, 211, 708]
taxi-row — [20, 1361, 211, 1372]
taxi-row — [20, 1150, 211, 1161]
text-neoi-diskoi: ΒΙΚΥ: «Εἶ ζωή εἶναι ὄμορφη». Ἡ ὄμορφη Βίκυ, ἡ ξανθούλα τραγουδίστρια πού κατέκτησε τό εὐρωπαϊκό κοινό, ἐπανέρχεται μέ ἕνα νέο δίσκο μεγάλης διάρκειας. Δώδεκα καινούργια τραγούδια πού εἶναι ἀπό τά καλύτερα πού ἔχει πεῖ ὡς σήμερα. Ἡ ἐνορχήστρωση καί ἡ διεύθυνση ὀρχήστρας ἀπό τόν Κλώντ Μποτιέ. Στίχοι: ἀποδίδουν μέ ζωντάνια τήν εὐαισθησία τῆς ἑρμηνεύτριας. Ἡ Βίκυ πετυχαίνει καί πάλι νά ἀναδείξει τήν μεγάλη τεχνική καί ἐκφραστική της δύναμη. — [300, 1381, 396, 1693]
headline-gynaika-kosmos: Ἡ γυναίκα καί ὁ κόσμος της — [497, 1242, 1167, 1300]
taxi-station-name: Τούμπα — [20, 1371, 55, 1382]
subheading-ti-einai: Κανείς δέν ξέρει — [443, 1357, 551, 1370]
taxi-phone-number: 415.600 — [170, 1271, 211, 1282]
column-ti-einai — [407, 1304, 586, 2315]
taxi-station-name: Δικαστήρια — [20, 1160, 74, 1170]
column-mnimosyna-a — [1179, 123, 1367, 1212]
taxi-row — [20, 1038, 211, 1049]
taxi-phone-number: 412.800 — [170, 1316, 211, 1326]
heading-stres: Στρές — [752, 1841, 804, 1862]
text-synedrio: Στά πλαίσια ἐπιστημονικῶν συγκεντρώσεων τῆς Α' Παιδιατρικῆς κλινικῆς τοῦ Ἀριστοτελείου Πανεπιστημίου θά γίνουν τήν Τρίτη στίς 12 τό μεσημέρι στό ἀμφιθέατρο τοῦ νοσοκομείου ΑΧΕΠΑ δύο ἀνακοινώσεις μέ θέματα «Ἡ σύγχρονη ἀντιμετώπιση τῶν λοιμώξεων» καί «Ἐμβόλια καί ἀνοσία». Ὁμιληταί: ὁ καθηγητής κ. Π. Βασιλειάδης καί ὁ ὑφηγητής κ. Ν. Τζαφέτας. — [765, 696, 952, 823]
taxi-phone-number: 416.370 — [170, 1249, 211, 1260]
column-women-beauty — [407, 60, 555, 1232]
column-penthi — [1379, 1822, 1570, 1941]
heading-kastrino: Σήμερα ὁ δῆμος θά τιμήση τόν κ. Ν. Καστρινό — [775, 828, 942, 854]
text-kino-line: ΣΥΝΕΧΕΙΑ ΕΚ ΤΗΣ 2ΑΣ ΣΕΛ. — [40, 1692, 191, 1704]
taxi-row — [20, 1305, 211, 1316]
photo-lawyers-debate — [568, 124, 1163, 363]
taxi-phone-number: 223.500 — [170, 1171, 211, 1182]
column-kideies-a — [1179, 1639, 1367, 2315]
text-kastrino: Σήμερα στίς 12 τό μεσημέρι, στό δημαρχεῖο Θεσσαλονίκης, ὁ δήμαρχος κ. Μ. Παπαδόπουλος θά ἀπονείμει τό χρυσό μετάλλιο τῆς πόλεως στόν Θεσσαλονικιό ζωγράφο κ. Νίκο Καστρινό γιά τήν πολυετή προσφορά του στά γράμματα καί τίς τέχνες. Ἡ ἐκδήλωση εἶναι ἀνοιχτή γιά τό κοινό. — [765, 856, 952, 949]
column-allagi — [970, 1304, 1163, 2315]
text-allagi: Πρίν ἀπό τέσσερα χρόνια ὁ σουηδός ἄνδρας ἀποφάσισε νά μείνει στό σπίτι γιά νά φροντίσει τό παιδί του. Ἔτσι ἡ γυναίκα του μπόρεσε νά συνεχίσει τήν ἐργασία της. Σήμερα ὅλο καί περισσότεροι ἄνδρες στή Σουηδία παίρνουν ἄδεια πατρότητας, ἐνῶ οἱ γυναῖκες τους ἐργάζονται. Εἶναι ἕνα φαινόμενο πού ἐξαπλώνεται καί σέ ἄλλες χῶρες τῆς Εὐρώπης. — [970, 1346, 1163, 1462]
section-banner-eidiseis: Εὐδόσεις — [765, 417, 952, 446]
text-xen: Ἡ Θεατρική ὁμάδα τοῦ Ἰωάννη Κοκκίνου, μέ τό ἔργο «Πειρασμός» καί «Χορός τῶν ἀγγέλων» θά δώσει παράσταση τήν Πέμπτη στις 8 μ.μ. στήν αἴθουσα τῆς ΧΕΝΘ. Τήν Παρασκευή θά γίνει ἐπίσης ὁμιλία στις 7 μ.μ. μέ θέμα «Ἡ γυναίκα καί ἡ οἰκογένεια». Εἰσιτήρια στήν γραμματεία. Τηλ. 276-145. — [20, 1559, 211, 1662]
taxi-station-name: Συκεές — [20, 1360, 52, 1371]
taxi-station-name: Σταθμός — [20, 1349, 60, 1360]
taxi-row — [20, 1338, 211, 1349]
taxi-phone-number: 811.820 — [170, 1082, 211, 1093]
taxi-row — [20, 1116, 211, 1127]
heading-polypros: Πολλή προσέλευση — [601, 885, 722, 899]
text-ekklisia: Σήμερον τήν 11 π.μ. καί 7 μ.μ. κηρύξει ὁ λαοπρόβλητος ἱεροκήρυξ κ. Δημ. Παπαδόπουλος εἰς τήν ὁδόν Ἰουστινιανοῦ 11. Ὁ ὁμιλητής θά ἀσχοληθῆ μέ τό θέμα: «Ἀντικείμενον χριστιανικῆς ἐλπίδος». Τήν ἑσπέραν 7.30 θά γίνει συγκέντρωση νέων. Εἴσοδος ἐλευθέρα. — [20, 1445, 211, 1537]
text-apostoliki: Σήμερον τήν 11 π.μ. καί 6.30 μ.μ. εἰς τήν αἴθουσαν τῆς Ἀποστολικῆς ἐκκλησίας τῆς Πεντηκοστῆς (ὁδός Λαγκαδᾶ 6) θά ὁμιλήσει ὁ ἱεροκήρυξ κ. Σ. Μαργαρίτης μέ θέμα: «Ἡ θεία δύναμις τῆς προσευχῆς». Εἴσοδος ἐλευθέρα. — [765, 984, 952, 1064]
section-banner-sygxaritiria: Συγχαρητήρια — [568, 417, 755, 446]
taxi-station-name: Πανεπιστήμιο — [20, 1305, 84, 1316]
subheading-allagi: Ὁ ἄνδρας στό σπίτι — [1004, 1330, 1129, 1343]
taxi-row — [20, 1161, 211, 1171]
text-tilefona-intro: Οἱ ἀριθμοί τηλεφώνου τῶν σταθμῶν ταξί Θεσσαλονίκης ἔχουν ὡς ἑξῆς: — [20, 986, 211, 1020]
taxi-row — [20, 1094, 211, 1105]
heading-kinimatografoi: ΟΙ ΚΙΝΗΜΑΤΟΓΡΑΦΟΙ — [26, 1672, 205, 1689]
taxi-station-name: Ἄγιος Τρύφων — [20, 1037, 84, 1048]
taxi-phone-number: 412.000 — [170, 1294, 211, 1305]
headline-syntirisi: Ἡ συντήρηση τῆς ὀμορφιᾶς τοῦ σώματος — [422, 82, 540, 142]
heading-neos-ypsigetis: Νέος ὑψηγητής — [20, 645, 144, 662]
text-filel: Ἡ Ἀγγλίδα συγγραφεύς πού ἔγραψε τό βιβλίο «Ἡ ἐλεύθερη γυναίκα» δηλώνει ὅτι ἡ χειραφέτηση τῆς γυναίκας δέν σημαίνει ἀπαραίτητα καί ἀπόρριψη τοῦ γάμου καί τῆς οἰκογένειας. — [970, 1512, 1163, 1571]
taxi-station-name: Ὠραιοκάστρου — [20, 1394, 86, 1405]
taxi-station-name: Ἀλκαζάρ — [20, 1060, 61, 1071]
taxi-phone-number: 232.000 — [170, 1283, 211, 1294]
taxi-phone-number: 229.600 — [170, 1104, 211, 1115]
column-psifismata — [1379, 1993, 1570, 2315]
caption-lawyers-debate: Πραγματοποιήθηκε χθές στίς 6.30 μ.μ., στήν αἴθουσα τῆς Ἑταιρείας Μακεδονικῶν Σπουδῶν, ἡ δημόσια συζήτηση πού ὀργάνωσε ὁ σύλλογος Νομικῶν Θεσσαλονίκης μέ θέμα «Νομική παιδεία». Συμμετεῖχαν οἱ καθηγηταί τῆς Νομικῆς Σχολῆς κ.κ. Κ. Καλλιγᾶς, Ἀ. Τσιρίντανης, Γ. Μπαλῆς, Κ. Γεωργιάδης καί οἱ δικηγόροι κ.κ. Ν. Παπαδόπουλος καί Δ. Καλαμαρίδης. Ἡ συζήτηση παρακολουθήθηκε ἀπό μεγάλο ἀκροατήριο τό ὁποῖο γέμισε τήν αἴθουσα τῆς Ἑταιρείας Μακεδονικῶν Σπουδῶν. — [568, 372, 1163, 414]
heading-eyxetiria: Εὐχετήρια — [20, 303, 86, 317]
text-louloudia: Ἄν οἱ Γάλλοι σταθοῦνε εὐτυχεῖς τήν ἀνοιξη, αὐτό θά συμβαίνει γιατί θά τό ξέρουν μέ λουλούδια. Στήν Ἀγγλία καί στήν Ὀλλανδία ἡ τέχνη τῆς ἀνθοδετικῆς εἶναι πολύ ἀνεπτυγμένη καί διδάσκεται σέ εἰδικές σχολές. — [407, 1728, 586, 1797]
taxi-station-name: Ροτόντα — [20, 1338, 59, 1349]
taxi-phone-number: 824.222 — [170, 1238, 211, 1249]
